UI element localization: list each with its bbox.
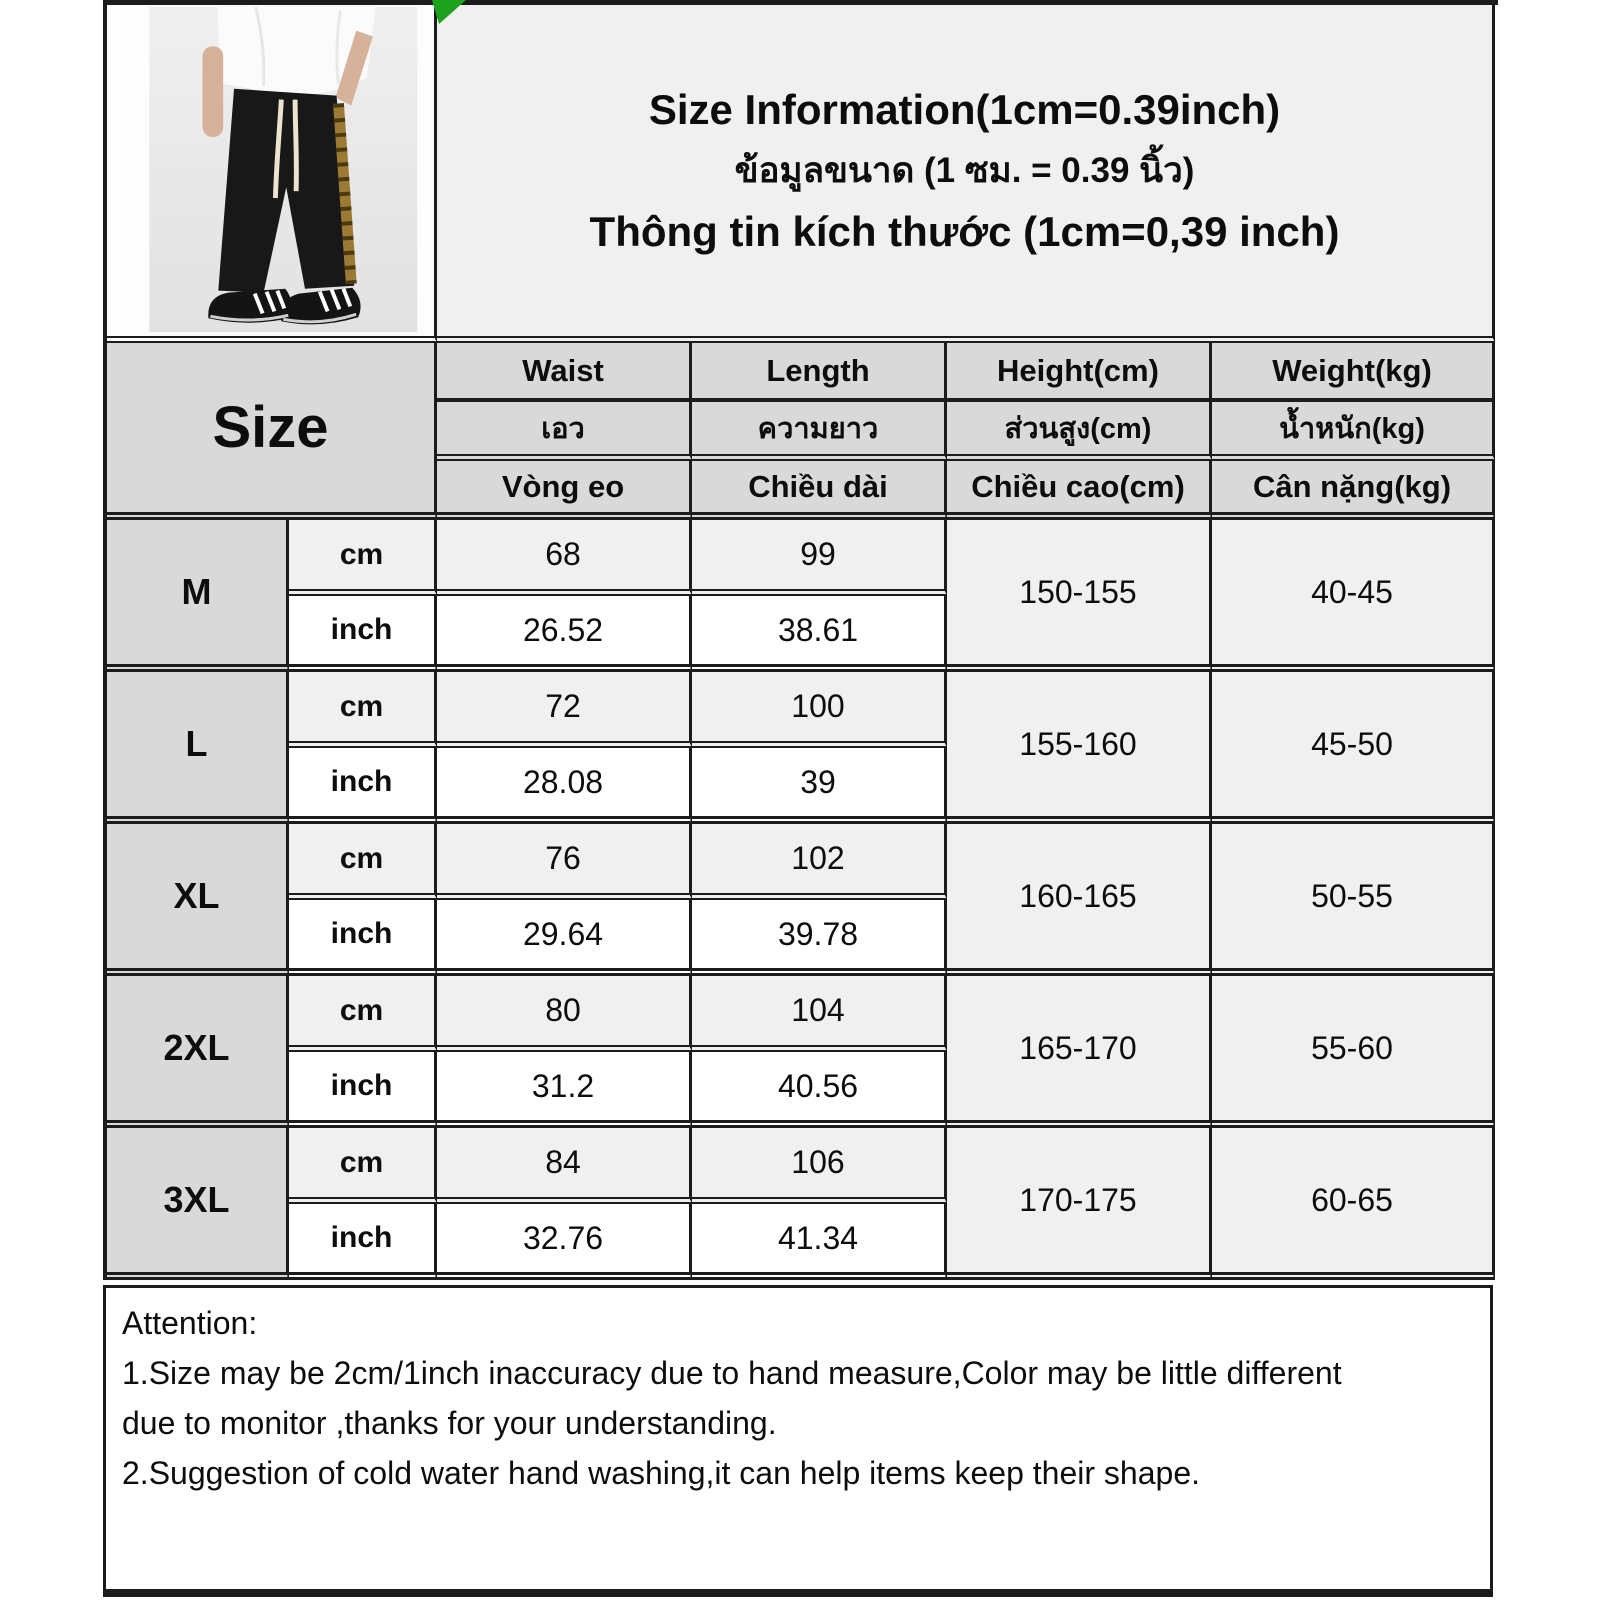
xl-waist-inch: 29.64 <box>437 900 692 976</box>
unit-inch: inch <box>289 1052 437 1128</box>
unit-inch: inch <box>289 748 437 824</box>
unit-inch: inch <box>289 1204 437 1280</box>
product-photo <box>107 5 437 343</box>
l-length-inch: 39 <box>692 748 947 824</box>
header-length-vi: Chiều dài <box>692 461 947 520</box>
xl-length-inch: 39.78 <box>692 900 947 976</box>
2xl-waist-inch: 31.2 <box>437 1052 692 1128</box>
m-weight: 40-45 <box>1212 520 1495 672</box>
attention-note-1b: due to monitor ,thanks for your understanding. <box>122 1405 777 1441</box>
unit-inch: inch <box>289 596 437 672</box>
l-weight: 45-50 <box>1212 672 1495 824</box>
attention-notes <box>103 1285 1493 1597</box>
header-waist-vi: Vòng eo <box>437 461 692 520</box>
unit-cm: cm <box>289 672 437 748</box>
l-waist-cm: 72 <box>437 672 692 748</box>
title-english: Size Information(1cm=0.39inch) <box>648 85 1281 133</box>
unit-cm: cm <box>289 1128 437 1204</box>
xl-weight: 50-55 <box>1212 824 1495 976</box>
header-height-th: ส่วนสูง(cm) <box>947 402 1212 461</box>
header-waist-en: Waist <box>437 343 692 402</box>
2xl-length-cm: 104 <box>692 976 947 1052</box>
3xl-weight: 60-65 <box>1212 1128 1495 1280</box>
header-weight-en: Weight(kg) <box>1212 343 1495 402</box>
unit-cm: cm <box>289 520 437 596</box>
l-waist-inch: 28.08 <box>437 748 692 824</box>
row-size-l: L <box>107 672 289 824</box>
green-corner-flag-icon <box>430 0 466 24</box>
attention-note-1a: 1.Size may be 2cm/1inch inaccuracy due to hand measure,Color may be little different <box>122 1355 1342 1391</box>
header-height-en: Height(cm) <box>947 343 1212 402</box>
3xl-length-cm: 106 <box>692 1128 947 1204</box>
size-column-header: Size <box>107 343 437 520</box>
m-height: 150-155 <box>947 520 1212 672</box>
row-size-xl: XL <box>107 824 289 976</box>
m-waist-cm: 68 <box>437 520 692 596</box>
size-info-title-block <box>437 5 1495 343</box>
unit-cm: cm <box>289 824 437 900</box>
2xl-waist-cm: 80 <box>437 976 692 1052</box>
2xl-weight: 55-60 <box>1212 976 1495 1128</box>
2xl-length-inch: 40.56 <box>692 1052 947 1128</box>
m-length-cm: 99 <box>692 520 947 596</box>
3xl-length-inch: 41.34 <box>692 1204 947 1280</box>
header-weight-th: น้ำหนัก(kg) <box>1212 402 1495 461</box>
l-length-cm: 100 <box>692 672 947 748</box>
title-vietnamese: Thông tin kích thước (1cm=0,39 inch) <box>589 207 1340 255</box>
header-waist-th: เอว <box>437 402 692 461</box>
3xl-waist-inch: 32.76 <box>437 1204 692 1280</box>
3xl-height: 170-175 <box>947 1128 1212 1280</box>
row-size-2xl: 2XL <box>107 976 289 1128</box>
title-thai: ข้อมูลขนาด (1 ซม. = 0.39 นิ้ว) <box>734 150 1195 190</box>
unit-inch: inch <box>289 900 437 976</box>
3xl-waist-cm: 84 <box>437 1128 692 1204</box>
row-size-3xl: 3XL <box>107 1128 289 1280</box>
unit-cm: cm <box>289 976 437 1052</box>
m-waist-inch: 26.52 <box>437 596 692 672</box>
header-weight-vi: Cân nặng(kg) <box>1212 461 1495 520</box>
size-chart-table <box>103 0 1498 1280</box>
xl-length-cm: 102 <box>692 824 947 900</box>
header-length-th: ความยาว <box>692 402 947 461</box>
2xl-height: 165-170 <box>947 976 1212 1128</box>
model-illustration <box>107 5 434 336</box>
m-length-inch: 38.61 <box>692 596 947 672</box>
attention-note-2: 2.Suggestion of cold water hand washing,it can help items keep their shape. <box>122 1455 1200 1491</box>
xl-height: 160-165 <box>947 824 1212 976</box>
l-height: 155-160 <box>947 672 1212 824</box>
row-size-m: M <box>107 520 289 672</box>
attention-heading: Attention: <box>122 1305 258 1341</box>
header-height-vi: Chiều cao(cm) <box>947 461 1212 520</box>
header-length-en: Length <box>692 343 947 402</box>
xl-waist-cm: 76 <box>437 824 692 900</box>
